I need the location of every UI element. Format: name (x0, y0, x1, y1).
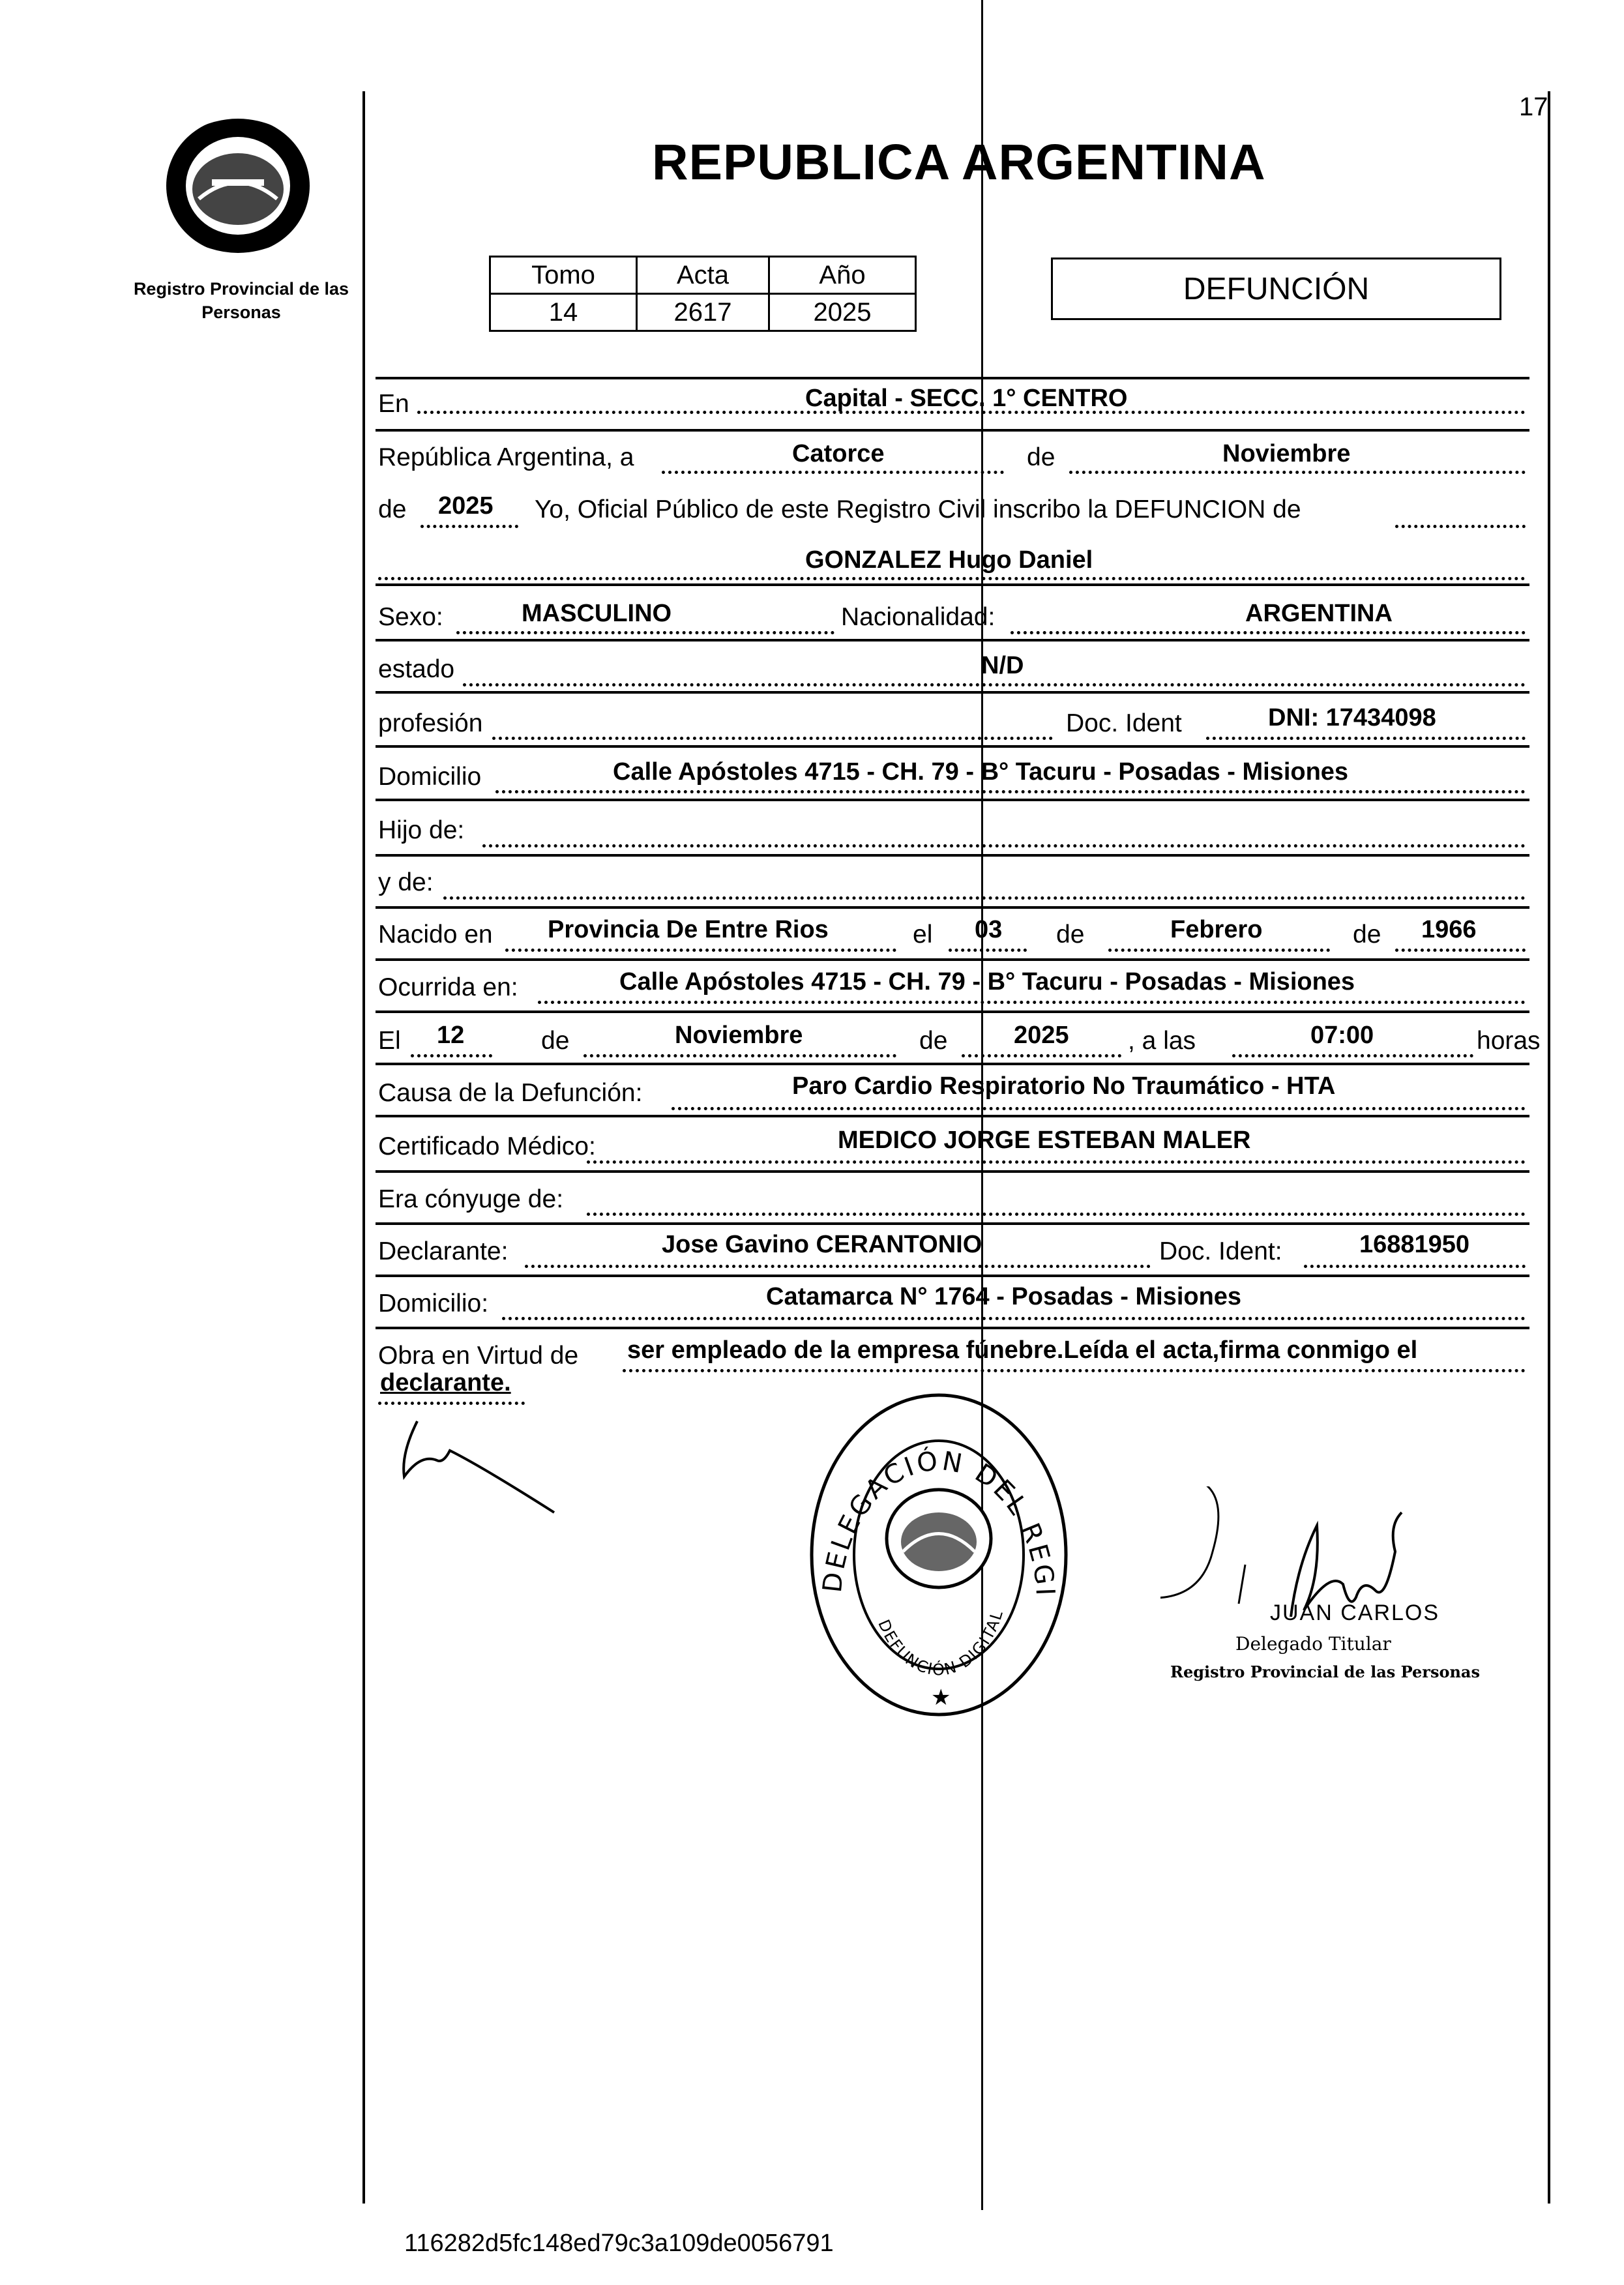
line-decl-domicilio (376, 1327, 1529, 1329)
label-a-las: , a las (1128, 1027, 1196, 1055)
dots-obra-1 (623, 1369, 1526, 1372)
record-type-box: DEFUNCIÓN (1051, 258, 1501, 320)
dots-conyuge (587, 1213, 1526, 1216)
label-horas: horas (1477, 1027, 1541, 1055)
label-estado: estado (378, 655, 455, 683)
ref-value-acta: 2617 (637, 294, 769, 331)
value-ocurrida: Calle Apóstoles 4715 - CH. 79 - B° Tacuru - Posadas - Misiones (619, 968, 1355, 995)
value-death-day: 12 (437, 1022, 465, 1049)
dots-nacido (505, 949, 896, 952)
value-year: 2025 (438, 492, 494, 520)
line-domicilio (376, 799, 1529, 801)
label-ocurrida: Ocurrida en: (378, 973, 518, 1001)
value-causa: Paro Cardio Respiratorio No Traumático - HTA (792, 1072, 1336, 1100)
ref-header-anio: Año (769, 257, 916, 294)
label-birth-de1: de (1056, 921, 1085, 949)
label-hijo: Hijo de: (378, 816, 465, 844)
ref-value-anio: 2025 (769, 294, 916, 331)
line-estado (376, 691, 1529, 694)
value-obra-2: declarante. (380, 1369, 511, 1396)
dots-birth-month (1108, 949, 1330, 952)
value-birth-month: Febrero (1170, 916, 1263, 943)
line-yde (376, 906, 1529, 909)
line-ocurrida (376, 1010, 1529, 1013)
label-republica: República Argentina, a (378, 443, 634, 471)
right-margin-rule (1548, 91, 1550, 2204)
line-conyuge (376, 1222, 1529, 1225)
dots-month (1069, 471, 1526, 474)
dots-birth-year (1395, 949, 1526, 952)
dots-birth-day (949, 949, 1027, 952)
line-nombre (376, 583, 1529, 586)
value-death-month: Noviembre (675, 1022, 803, 1049)
statement-text: Yo, Oficial Público de este Registro Civil inscribo la DEFUNCION de (535, 495, 1301, 523)
value-doc-ident: DNI: 17434098 (1268, 704, 1436, 731)
value-obra-1: ser empleado de la empresa fúnebre.Leída el acta,firma conmigo el (627, 1336, 1418, 1364)
value-birth-year: 1966 (1421, 916, 1477, 943)
dots-certificado (587, 1160, 1526, 1164)
line-en (376, 429, 1529, 432)
line-declarante (376, 1275, 1529, 1277)
label-nacionalidad: Nacionalidad: (841, 603, 996, 631)
dots-decl-domicilio (502, 1317, 1526, 1320)
value-nacionalidad: ARGENTINA (1245, 600, 1393, 627)
label-domicilio: Domicilio (378, 763, 482, 791)
value-month: Noviembre (1222, 440, 1351, 467)
label-el2: El (378, 1027, 401, 1055)
seal-inner-text: DEFUNCIÓN DIGITAL (874, 1607, 1007, 1679)
dots-causa (672, 1107, 1526, 1110)
page-number: 17 (1519, 93, 1548, 121)
dots-hijo (482, 844, 1526, 848)
label-sexo: Sexo: (378, 603, 443, 631)
value-death-year: 2025 (1014, 1022, 1069, 1049)
label-causa: Causa de la Defunción: (378, 1079, 643, 1107)
dots-year (421, 525, 518, 528)
province-logo (150, 108, 326, 264)
signature-name: JUAN CARLOS (1270, 1600, 1440, 1625)
dots-estado (463, 683, 1526, 686)
dots-obra-2 (378, 1402, 525, 1405)
line-nacido (376, 958, 1529, 961)
value-domicilio: Calle Apóstoles 4715 - CH. 79 - B° Tacuru - Posadas - Misiones (613, 758, 1349, 786)
line-fecha (376, 1063, 1529, 1065)
ref-header-acta: Acta (637, 257, 769, 294)
label-death-de2: de (919, 1027, 948, 1055)
seal-outer-text: DELEGACIÓN DEL REGI (817, 1445, 1061, 1599)
dots-statement (1395, 525, 1526, 528)
dots-declarante (525, 1265, 1151, 1268)
dots-domicilio (495, 790, 1526, 793)
signature-role: Delegado Titular (1235, 1633, 1391, 1655)
value-estado: N/D (981, 652, 1024, 679)
registry-caption: Registro Provincial de las Personas (133, 279, 349, 322)
dots-profesion (492, 737, 1053, 740)
dots-day (662, 471, 1004, 474)
value-birth-day: 03 (975, 916, 1003, 943)
value-en: Capital - SECC. 1° CENTRO (805, 385, 1128, 412)
dots-death-month (583, 1054, 896, 1057)
dots-ocurrida (538, 1001, 1526, 1004)
label-y-de: y de: (378, 868, 434, 896)
seal-star-icon: ★ (931, 1685, 951, 1711)
line-profesion (376, 745, 1529, 748)
label-decl-domicilio: Domicilio: (378, 1290, 489, 1318)
value-death-time: 07:00 (1310, 1022, 1374, 1049)
registry-seal (802, 1385, 1076, 1724)
line-sexo (376, 639, 1529, 641)
signature-org: Registro Provincial de las Personas (1170, 1662, 1480, 1681)
dots-sexo (456, 631, 834, 634)
label-year-prefix: de (378, 495, 407, 523)
label-profesion: profesión (378, 709, 483, 737)
reference-table (489, 256, 917, 332)
dots-death-year (962, 1054, 1121, 1057)
value-decl-doc: 16881950 (1359, 1231, 1470, 1258)
label-en: En (378, 390, 409, 418)
dots-doc-ident (1206, 737, 1526, 740)
label-death-de1: de (541, 1027, 570, 1055)
label-conyuge: Era cónyuge de: (378, 1185, 564, 1213)
line-certificado (376, 1170, 1529, 1173)
label-declarante: Declarante: (378, 1237, 509, 1265)
document-hash: 116282d5fc148ed79c3a109de0056791 (404, 2230, 834, 2257)
label-nacido: Nacido en (378, 921, 493, 949)
ref-value-tomo: 14 (490, 294, 637, 331)
value-day-words: Catorce (792, 440, 885, 467)
officer-signature (1160, 1486, 1552, 1617)
declarant-signature (391, 1415, 574, 1526)
dots-nacionalidad (1011, 631, 1526, 634)
line-causa (376, 1115, 1529, 1117)
dots-y-de (443, 896, 1526, 900)
label-birth-de2: de (1353, 921, 1381, 949)
label-de-month: de (1027, 443, 1056, 471)
label-doc-ident: Doc. Ident (1066, 709, 1182, 737)
ref-header-tomo: Tomo (490, 257, 637, 294)
line-hijo (376, 854, 1529, 857)
label-certificado: Certificado Médico: (378, 1132, 596, 1160)
center-fold-line (981, 0, 983, 2210)
value-declarante: Jose Gavino CERANTONIO (662, 1231, 982, 1258)
value-sexo: MASCULINO (522, 600, 672, 627)
left-margin-rule (362, 91, 365, 2204)
value-decl-domicilio: Catamarca N° 1764 - Posadas - Misiones (766, 1283, 1242, 1310)
form-top-line (376, 377, 1529, 379)
dots-name (378, 577, 1526, 580)
dots-death-time (1232, 1054, 1473, 1057)
label-obra: Obra en Virtud de (378, 1342, 579, 1370)
dots-death-day (411, 1054, 492, 1057)
dots-decl-doc (1304, 1265, 1526, 1268)
value-certificado: MEDICO JORGE ESTEBAN MALER (838, 1127, 1251, 1154)
label-el: el (913, 921, 933, 949)
value-deceased-name: GONZALEZ Hugo Daniel (805, 546, 1093, 574)
label-decl-doc: Doc. Ident: (1159, 1237, 1282, 1265)
value-nacido: Provincia De Entre Rios (548, 916, 829, 943)
document-title: REPUBLICA ARGENTINA (652, 134, 1266, 190)
officer-signature-block (1160, 1486, 1552, 1708)
